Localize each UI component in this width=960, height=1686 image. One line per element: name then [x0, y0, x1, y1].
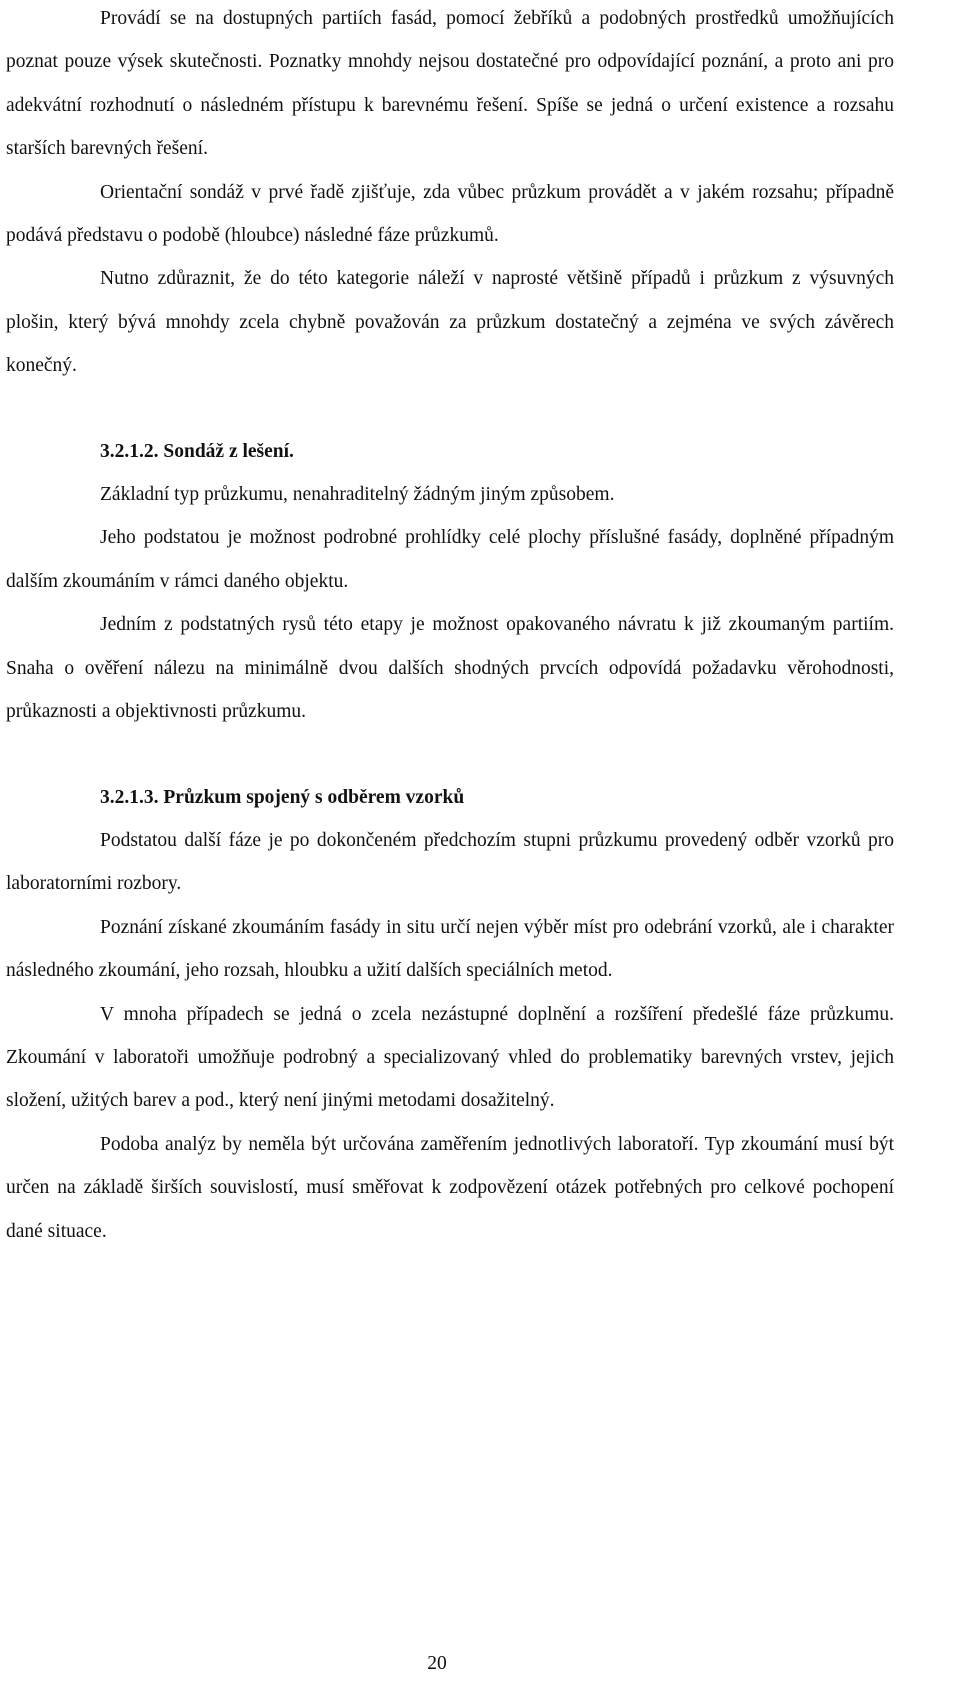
document-page — [6, 0, 894, 1253]
section-1-paragraph-1: Základní typ průzkumu, nenahraditelný žádným jiným způsobem. — [100, 484, 615, 506]
section-spacer — [6, 388, 894, 430]
section-2-paragraph-2: Poznání získané zkoumáním fasády in situ určí nejen výběr míst pro odebrání vzorků, ale i charakter následného zkoumání, jeho rozsah, hloubku a užití dalších speciálních metod. — [6, 916, 894, 982]
section-1-paragraph-3: Jedním z podstatných rysů této etapy je možnost opakovaného návratu k již zkoumaným partiím. Snaha o ověření nálezu na minimálně dvou dalších shodných prvcích odpovídá požadavku věrohodnosti, průkaznosti a objektivnosti průzkumu. — [6, 614, 894, 723]
intro-paragraph-3: Nutno zdůraznit, že do této kategorie náleží v naprosté většině případů i průzkum z výsuvných plošin, který bývá mnohdy zcela chybně považován za průzkum dostatečný a zejména ve svých závěrech konečný. — [6, 268, 894, 377]
section-heading-3-2-1-3: 3.2.1.3. Průzkum spojený s odběrem vzorků — [100, 786, 465, 808]
intro-paragraph-1: Provádí se na dostupných partiích fasád, pomocí žebříků a podobných prostředků umožňujících poznat pouze výsek skutečnosti. Poznatky mnohdy nejsou dostatečné pro odpovídající poznání, a proto ani pro adekvátní rozhodnutí o následném přístupu k barevnému řešení. Spíše se jedná o určení existence a rozsahu starších barevných řešení. — [6, 8, 894, 160]
section-2-paragraph-4: Podoba analýz by neměla být určována zaměřením jednotlivých laboratoří. Typ zkoumání musí být určen na základě širších souvislostí, musí směřovat k zodpovězení otázek potřebných pro celkové pochopení dané situace. — [6, 1133, 894, 1242]
section-heading-3-2-1-2: 3.2.1.2. Sondáž z lešení. — [100, 440, 294, 462]
intro-paragraph-2: Orientační sondáž v prvé řadě zjišťuje, zda vůbec průzkum provádět a v jakém rozsahu; případně podává představu o podobě (hloubce) následné fáze průzkumů. — [6, 181, 894, 247]
section-1-paragraph-2: Jeho podstatou je možnost podrobné prohlídky celé plochy příslušné fasády, doplněné případným dalším zkoumáním v rámci daného objektu. — [6, 527, 894, 592]
page-number: 20 — [427, 1653, 447, 1674]
section-2-paragraph-1: Podstatou další fáze je po dokončeném předchozím stupni průzkumu provedený odběr vzorků pro laboratorními rozbory. — [6, 829, 894, 895]
section-spacer — [6, 734, 894, 776]
section-2-paragraph-3: V mnoha případech se jedná o zcela nezástupné doplnění a rozšíření předešlé fáze průzkumu. Zkoumání v laboratoři umožňuje podrobný a specializovaný vhled do problematiky barevných vrstev, jejich složení, užitých barev a pod., který není jinými metodami dosažitelný. — [6, 1003, 894, 1112]
